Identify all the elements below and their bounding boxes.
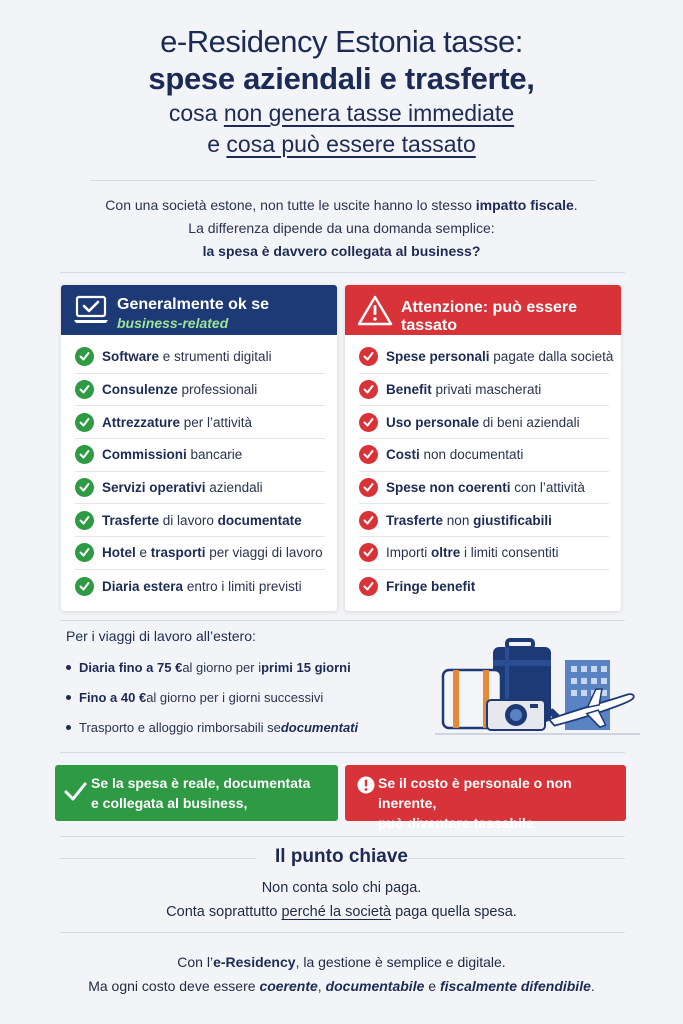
item-bold: Commissioni bbox=[102, 447, 187, 463]
title-line-1: e-Residency Estonia tasse: bbox=[160, 24, 523, 59]
travel-text: Trasporto e alloggio rimborsabili se bbox=[79, 719, 281, 735]
travel-title: Per i viaggi di lavoro all’estero: bbox=[66, 628, 256, 644]
item-text: professionali bbox=[177, 382, 258, 398]
divider-boxes bbox=[60, 836, 625, 837]
list-item bbox=[359, 570, 609, 603]
closing-l2-g: . bbox=[590, 978, 595, 994]
item-text: non bbox=[443, 512, 474, 528]
taxable-panel-header bbox=[345, 285, 621, 335]
list-item bbox=[75, 504, 325, 537]
ok-expenses-list bbox=[61, 335, 337, 603]
title-line-3-underlined: non genera tasse immediate bbox=[223, 100, 515, 126]
check-circle-icon bbox=[75, 543, 94, 562]
closing-l2-c: , bbox=[317, 978, 326, 994]
item-text: per viaggi di lavoro bbox=[205, 545, 323, 561]
list-item bbox=[359, 374, 609, 407]
item-text: Importi bbox=[386, 545, 432, 561]
list-item bbox=[75, 472, 325, 505]
closing-line-1 bbox=[0, 950, 683, 974]
check-circle-red-icon bbox=[359, 380, 378, 399]
item-bold: Spese non coerenti bbox=[386, 480, 511, 496]
intro-text bbox=[0, 194, 683, 263]
title-line-4-underlined: cosa può essere tassato bbox=[226, 131, 476, 157]
title-line-3 bbox=[0, 98, 683, 129]
item-text: entro i limiti previsti bbox=[183, 578, 302, 594]
laptop-check-icon bbox=[73, 294, 109, 326]
intro-line-3 bbox=[0, 240, 683, 263]
item-bold: documentate bbox=[217, 512, 302, 528]
luggage-camera-plane-illustration bbox=[435, 630, 645, 745]
intro-line-1-end: . bbox=[573, 197, 578, 213]
item-bold: Attrezzature bbox=[102, 414, 181, 430]
list-item bbox=[359, 406, 609, 439]
bullet-icon bbox=[66, 665, 71, 670]
item-text: e strumenti digitali bbox=[159, 349, 272, 365]
item-text: non documentati bbox=[419, 447, 524, 463]
travel-bold: Fino a 40 € bbox=[79, 689, 147, 705]
personal-cost-line-1: Se il costo è personale o non inerente, bbox=[378, 775, 572, 811]
key-point-title: Il punto chiave bbox=[274, 846, 409, 867]
intro-line-1-bold: impatto fiscale bbox=[475, 197, 574, 213]
check-circle-red-icon bbox=[359, 577, 378, 596]
documented-expense-box bbox=[55, 765, 338, 821]
check-circle-icon bbox=[75, 577, 94, 596]
item-bold: Spese personali bbox=[386, 349, 490, 365]
item-bold: Trasferte bbox=[102, 512, 160, 528]
list-item bbox=[359, 439, 609, 472]
item-bold: Uso personale bbox=[386, 414, 480, 430]
closing-l1-c: , la gestione è bbox=[295, 954, 387, 970]
documented-expense-line-1: Se la spesa è reale, documentata bbox=[91, 775, 311, 791]
intro-line-1 bbox=[0, 194, 683, 217]
item-bold: Software bbox=[102, 349, 160, 365]
check-circle-red-icon bbox=[359, 543, 378, 562]
item-bold: Fringe benefit bbox=[386, 578, 476, 594]
bullet-icon bbox=[66, 695, 71, 700]
item-text: per l’attività bbox=[180, 414, 253, 430]
personal-cost-box bbox=[345, 765, 626, 831]
divider-top bbox=[90, 180, 595, 181]
list-item bbox=[359, 504, 609, 537]
closing-text bbox=[0, 950, 683, 998]
list-item bbox=[66, 682, 358, 712]
check-circle-icon bbox=[75, 380, 94, 399]
item-text: i limiti consentiti bbox=[460, 545, 559, 561]
check-circle-icon bbox=[75, 347, 94, 366]
ok-panel-header bbox=[61, 285, 337, 335]
item-bold: Hotel bbox=[102, 545, 136, 561]
page-title bbox=[0, 24, 683, 160]
list-item bbox=[66, 712, 358, 742]
divider-panels bbox=[60, 620, 625, 621]
item-text: con l’attività bbox=[510, 480, 585, 496]
item-bold: Servizi operativi bbox=[102, 480, 206, 496]
intro-line-1-text: Con una società estone, non tutte le uscite hanno lo stesso bbox=[105, 197, 476, 213]
taxable-expenses-panel bbox=[345, 285, 621, 611]
closing-l2-b: coerente bbox=[259, 978, 318, 994]
item-bold: Costi bbox=[386, 447, 420, 463]
travel-bold: primi 15 giorni bbox=[261, 659, 351, 675]
taxable-panel-title: Attenzione: può essere tassato bbox=[401, 299, 578, 334]
alert-icon bbox=[357, 776, 375, 794]
travel-text: al giorno per i bbox=[182, 659, 262, 675]
key-point-line-1: Non conta solo chi paga. bbox=[261, 880, 422, 896]
item-bold: giustificabili bbox=[473, 512, 552, 528]
closing-l1-b: e-Residency bbox=[213, 954, 296, 970]
title-line-4 bbox=[0, 129, 683, 160]
title-line-4-prefix: e bbox=[207, 131, 227, 157]
check-circle-red-icon bbox=[359, 478, 378, 497]
check-icon bbox=[63, 781, 87, 803]
key-point-text bbox=[0, 876, 683, 924]
bullet-icon bbox=[66, 725, 71, 730]
item-bold: Trasferte bbox=[386, 512, 444, 528]
title-line-3-prefix: cosa bbox=[168, 100, 224, 126]
intro-question: la spesa è davvero collegata al business? bbox=[202, 243, 481, 259]
documented-expense-line-2: e collegata al business, bbox=[91, 795, 248, 811]
list-item bbox=[66, 652, 358, 682]
warning-triangle-icon bbox=[357, 294, 393, 326]
item-bold: Benefit bbox=[386, 382, 432, 398]
key-point-line-2-text: Conta soprattutto bbox=[166, 904, 282, 920]
title-line-2: spese aziendali e trasferte, bbox=[148, 61, 535, 96]
documented-expense-text bbox=[91, 773, 310, 813]
check-circle-red-icon bbox=[359, 445, 378, 464]
ok-expenses-panel bbox=[61, 285, 337, 611]
divider-key bbox=[60, 932, 625, 933]
key-point-line-2 bbox=[0, 900, 683, 924]
closing-l2-a: Ma ogni costo deve essere bbox=[88, 978, 260, 994]
key-point-underlined: perché la società bbox=[281, 904, 392, 920]
item-bold: Consulenze bbox=[102, 382, 178, 398]
list-item bbox=[359, 341, 614, 374]
list-item bbox=[75, 374, 325, 407]
intro-line-2: La differenza dipende da una domanda semplice: bbox=[188, 220, 495, 236]
taxable-expenses-list bbox=[345, 335, 621, 603]
list-item bbox=[75, 341, 325, 374]
item-text: di lavoro bbox=[159, 512, 218, 528]
item-text: privati mascherati bbox=[431, 382, 542, 398]
divider-intro bbox=[60, 272, 625, 273]
travel-rules-list bbox=[66, 652, 358, 742]
personal-cost-text bbox=[378, 773, 626, 833]
check-circle-icon bbox=[75, 445, 94, 464]
item-text: aziendali bbox=[205, 480, 263, 496]
closing-l1-a: Con l’ bbox=[177, 954, 214, 970]
closing-l2-d: documentabile bbox=[325, 978, 425, 994]
item-bold: Diaria estera bbox=[102, 578, 184, 594]
divider-travel bbox=[60, 752, 625, 753]
item-text: e bbox=[135, 545, 151, 561]
ok-panel-title: Generalmente ok se bbox=[117, 296, 270, 313]
item-text: di beni aziendali bbox=[479, 414, 580, 430]
check-circle-red-icon bbox=[359, 511, 378, 530]
closing-l2-f: fiscalmente difendibile bbox=[439, 978, 591, 994]
item-text: pagate dalla società bbox=[489, 349, 614, 365]
check-circle-red-icon bbox=[359, 413, 378, 432]
closing-l2-e: e bbox=[424, 978, 440, 994]
check-circle-icon bbox=[75, 413, 94, 432]
list-item bbox=[75, 439, 325, 472]
ok-panel-subtitle: business-related bbox=[117, 315, 229, 331]
item-text: bancarie bbox=[186, 447, 243, 463]
item-bold: oltre bbox=[431, 545, 461, 561]
closing-line-2 bbox=[0, 974, 683, 998]
list-item bbox=[75, 537, 325, 570]
list-item bbox=[359, 472, 609, 505]
list-item bbox=[75, 570, 325, 603]
closing-l1-e: e digitale. bbox=[441, 954, 506, 970]
check-circle-icon bbox=[75, 511, 94, 530]
check-circle-icon bbox=[75, 478, 94, 497]
closing-l1-d: semplice bbox=[386, 954, 442, 970]
list-item bbox=[359, 537, 609, 570]
list-item bbox=[75, 406, 325, 439]
travel-text: al giorno per i giorni successivi bbox=[146, 689, 324, 705]
key-point-line-2-end: paga quella spesa. bbox=[391, 904, 517, 920]
personal-cost-line-2: può diventare tassabile. bbox=[378, 815, 538, 831]
check-circle-red-icon bbox=[359, 347, 378, 366]
travel-bold: Diaria fino a 75 € bbox=[79, 659, 183, 675]
travel-bold: documentati bbox=[280, 719, 359, 735]
item-bold: trasporti bbox=[150, 545, 206, 561]
